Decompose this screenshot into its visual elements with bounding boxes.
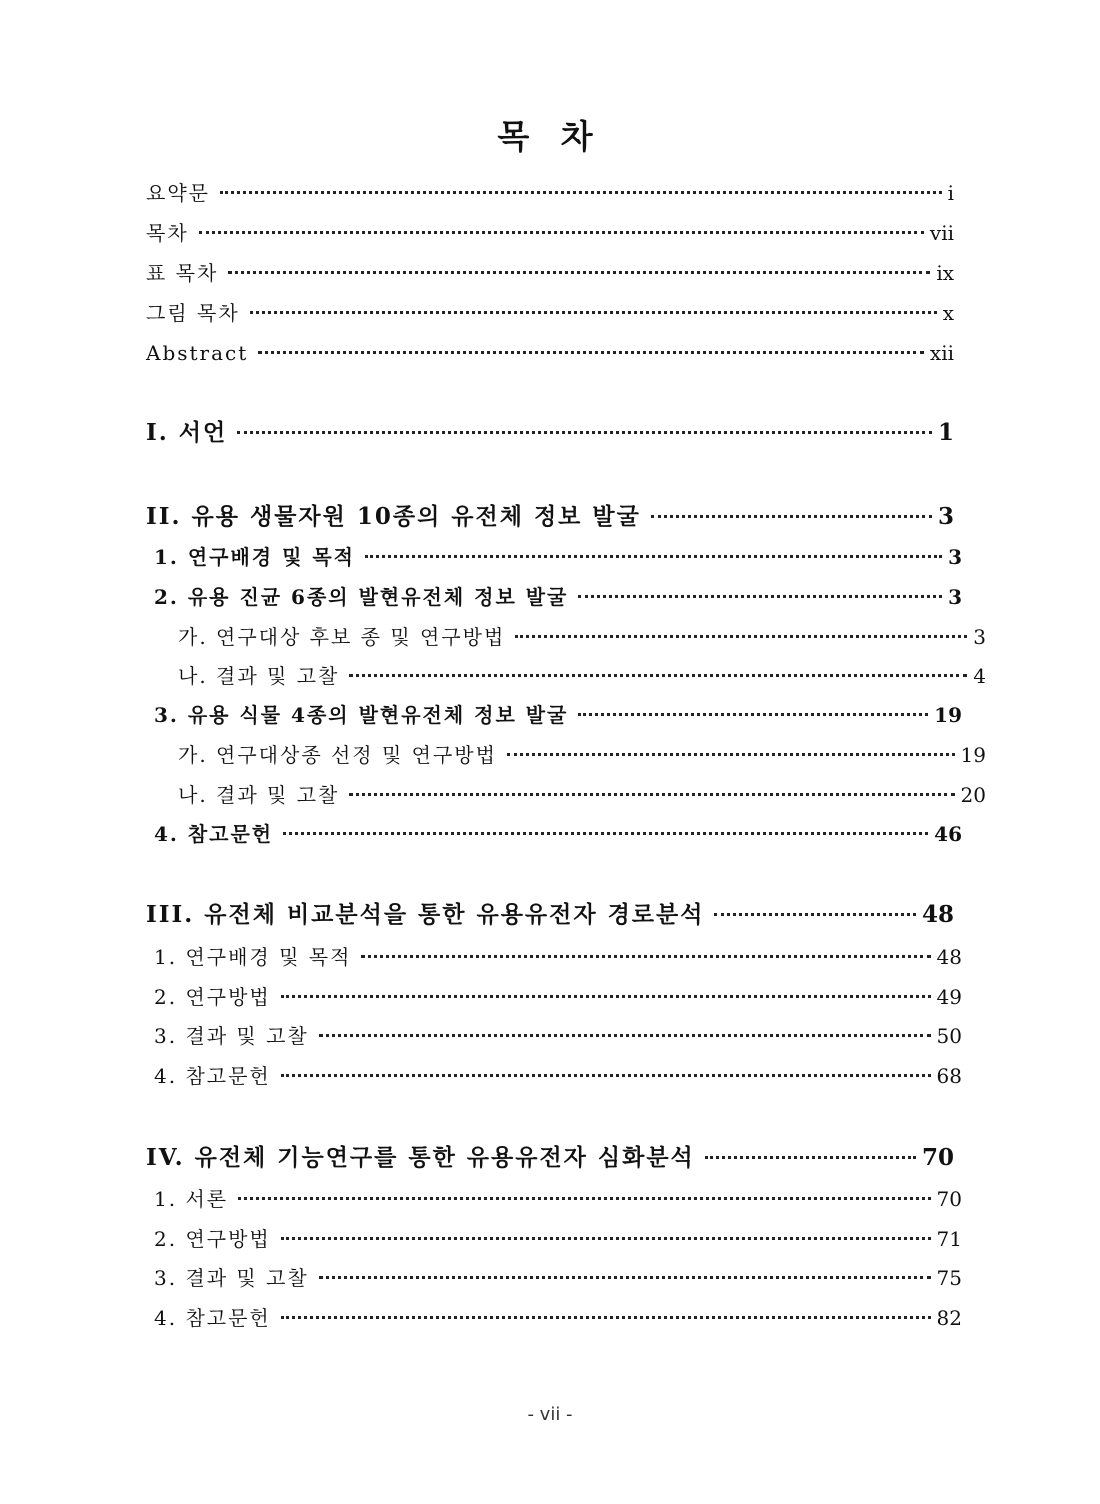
toc-entry-label: 1. 연구배경 및 목적 [154, 545, 356, 569]
toc-entry-page: 3 [948, 545, 962, 569]
dot-leader [349, 793, 954, 796]
toc-chapter-1[interactable] [146, 418, 954, 448]
toc-entry-label: 4. 참고문헌 [154, 1306, 271, 1330]
toc-entry-page: x [942, 301, 954, 325]
toc-entry-label: 표 목차 [146, 261, 219, 285]
dot-leader [281, 1074, 931, 1077]
toc-chapter-page: 3 [937, 503, 954, 530]
toc-entry-abstract[interactable] [146, 338, 954, 368]
toc-chapter-label: I. 서언 [146, 419, 228, 446]
toc-entry-page: 46 [934, 822, 962, 846]
toc-entry-page: 75 [936, 1266, 962, 1290]
toc-entry-label: 1. 연구배경 및 목적 [154, 945, 352, 969]
toc-chapter-3[interactable] [146, 900, 954, 930]
toc-entry-label: 3. 결과 및 고찰 [154, 1024, 309, 1048]
dot-leader [228, 271, 930, 274]
toc-entry[interactable] [146, 542, 962, 572]
toc-chapter-2[interactable] [146, 502, 954, 532]
toc-entry-label: 2. 연구방법 [154, 1227, 271, 1251]
toc-entry[interactable] [146, 661, 986, 691]
toc-chapter-label: III. 유전체 비교분석을 통한 유용유전자 경로분석 [146, 901, 705, 928]
toc-entry-page: i [947, 181, 954, 205]
toc-entry-page: 70 [936, 1187, 962, 1211]
toc-entry[interactable] [146, 1061, 962, 1091]
toc-entry[interactable] [146, 582, 962, 612]
dot-leader [361, 955, 930, 958]
toc-entry[interactable] [146, 1303, 962, 1333]
toc-entry[interactable] [146, 819, 962, 849]
dot-leader [319, 1276, 931, 1279]
toc-entry[interactable] [146, 780, 986, 810]
toc-entry-page: 82 [936, 1306, 962, 1330]
dot-leader [199, 231, 924, 234]
toc-entry-page: vii [929, 221, 954, 245]
toc-entry-label: 4. 참고문헌 [154, 1064, 271, 1088]
toc-entry[interactable] [146, 1184, 962, 1214]
toc-chapter-label: IV. 유전체 기능연구를 통한 유용유전자 심화분석 [146, 1144, 695, 1171]
toc-entry[interactable] [146, 1224, 962, 1254]
toc-entry[interactable] [146, 700, 962, 730]
toc-entry-page: ix [936, 261, 954, 285]
page-title: 목 차 [497, 117, 603, 156]
toc-entry-page: xii [929, 341, 954, 365]
toc-entry-label: 2. 연구방법 [154, 985, 271, 1009]
toc-entry-figure-list[interactable] [146, 298, 954, 328]
toc-chapter-page: 70 [921, 1144, 954, 1171]
dot-leader [250, 311, 937, 314]
dot-leader [515, 635, 967, 638]
toc-entry[interactable] [146, 1263, 962, 1293]
dot-leader [714, 913, 916, 916]
dot-leader [283, 832, 928, 835]
toc-entry-page: 3 [973, 625, 986, 649]
dot-leader [319, 1034, 931, 1037]
toc-chapter-4[interactable] [146, 1143, 954, 1173]
toc-entry-label: 3. 결과 및 고찰 [154, 1266, 309, 1290]
toc-entry-label: 요약문 [146, 181, 210, 205]
toc-entry-page: 19 [934, 703, 962, 727]
dot-leader [365, 555, 942, 558]
toc-entry[interactable] [146, 740, 986, 770]
toc-entry-page: 4 [973, 664, 986, 688]
toc-entry[interactable] [146, 942, 962, 972]
dot-leader [281, 1316, 931, 1319]
toc-chapter-label: II. 유용 생물자원 10종의 유전체 정보 발굴 [146, 503, 641, 530]
toc-chapter-page: 1 [937, 419, 954, 446]
toc-entry-page: 50 [936, 1024, 962, 1048]
toc-entry-label: 가. 연구대상종 선정 및 연구방법 [178, 743, 497, 767]
dot-leader [237, 431, 932, 434]
dot-leader [507, 753, 955, 756]
toc-entry-page: 3 [948, 585, 962, 609]
dot-leader [705, 1156, 916, 1159]
toc-entry-summary[interactable] [146, 178, 954, 208]
toc-entry-page: 71 [936, 1227, 962, 1251]
dot-leader [281, 995, 931, 998]
toc-entry-table-list[interactable] [146, 258, 954, 288]
dot-leader [258, 351, 924, 354]
toc-entry-contents[interactable] [146, 218, 954, 248]
toc-entry-label: 가. 연구대상 후보 종 및 연구방법 [178, 625, 506, 649]
toc-entry-label: 그림 목차 [146, 301, 240, 325]
toc-entry-label: 2. 유용 진균 6종의 발현유전체 정보 발굴 [154, 585, 569, 609]
toc-entry-label: 목차 [146, 221, 189, 245]
dot-leader [220, 191, 942, 194]
toc-entry-page: 49 [936, 985, 962, 1009]
toc-entry-page: 20 [960, 783, 986, 807]
toc-entry-page: 19 [960, 743, 986, 767]
toc-entry-label: Abstract [146, 341, 249, 365]
toc-entry-page: 68 [936, 1064, 962, 1088]
dot-leader [349, 674, 967, 677]
toc-entry[interactable] [146, 1021, 962, 1051]
toc-entry-label: 4. 참고문헌 [154, 822, 274, 846]
dot-leader [578, 713, 928, 716]
toc-entry-page: 48 [936, 945, 962, 969]
dot-leader [238, 1197, 930, 1200]
dot-leader [578, 595, 942, 598]
page-footer-number: - vii - [527, 1404, 573, 1425]
toc-entry-label: 나. 결과 및 고찰 [178, 664, 340, 688]
dot-leader [281, 1237, 931, 1240]
toc-entry-label: 1. 서론 [154, 1187, 229, 1211]
dot-leader [651, 515, 932, 518]
toc-entry-label: 3. 유용 식물 4종의 발현유전체 정보 발굴 [154, 703, 569, 727]
toc-entry[interactable] [146, 622, 986, 652]
toc-entry-label: 나. 결과 및 고찰 [178, 783, 340, 807]
toc-entry[interactable] [146, 982, 962, 1012]
toc-chapter-page: 48 [921, 901, 954, 928]
